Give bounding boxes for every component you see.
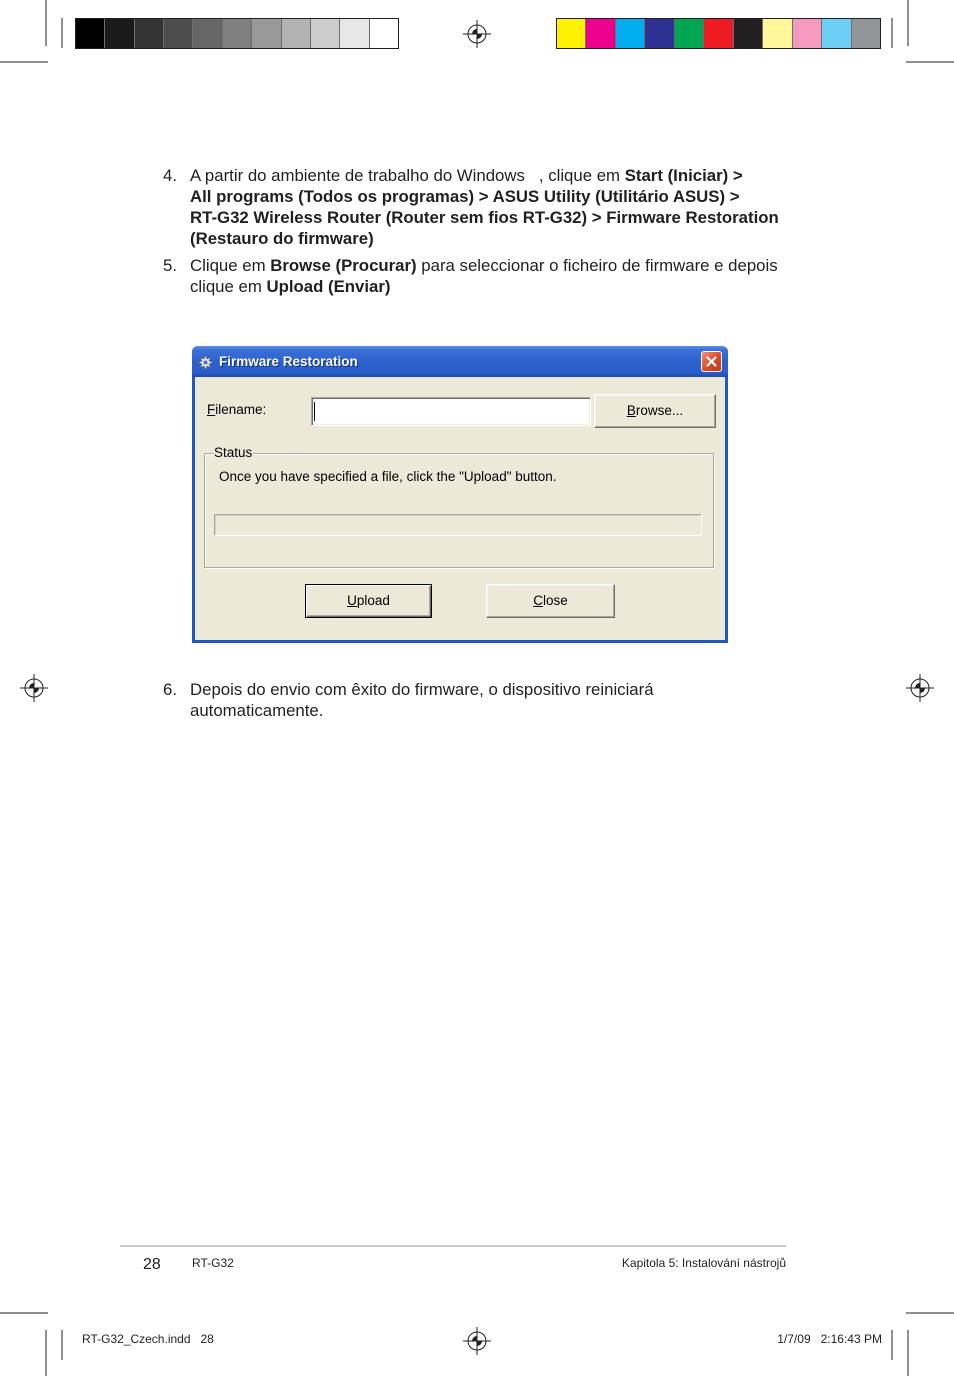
grayscale-swatch — [340, 19, 369, 48]
grayscale-swatch — [223, 19, 252, 48]
menu-path-bold: Start (Iniciar) > — [624, 166, 743, 185]
footer-chapter: Kapitola 5: Instalování nástrojů — [621, 1256, 786, 1270]
color-swatch — [675, 19, 704, 48]
upload-button[interactable] — [305, 584, 432, 618]
grayscale-swatch — [76, 19, 105, 48]
dialog-body — [195, 377, 725, 640]
page-number: 28 — [143, 1256, 161, 1273]
close-button[interactable] — [486, 584, 615, 618]
step-line: automaticamente. — [190, 701, 324, 720]
close-button-label: Close — [533, 593, 568, 608]
color-swatch — [616, 19, 645, 48]
upload-term-bold: Upload (Enviar) — [266, 277, 391, 296]
color-swatch — [734, 19, 763, 48]
step-text-regular: para seleccionar o ficheiro de firmware e depois — [416, 256, 778, 275]
grayscale-swatch — [135, 19, 164, 48]
filename-label: Filename: — [207, 402, 267, 417]
menu-path-bold: (Restauro do firmware) — [190, 229, 374, 248]
grayscale-swatch — [311, 19, 340, 48]
grayscale-swatch — [164, 19, 193, 48]
slug-file: RT-G32_Czech.indd 28 — [82, 1332, 214, 1346]
step-line — [190, 165, 779, 186]
step-number: 5. — [163, 256, 177, 275]
status-group-label: Status — [214, 445, 253, 460]
close-icon — [704, 354, 719, 369]
step-text-regular: clique em — [190, 277, 267, 296]
color-bar — [556, 18, 881, 49]
grayscale-bar — [75, 18, 399, 49]
grayscale-swatch — [370, 19, 398, 48]
color-swatch — [852, 19, 880, 48]
grayscale-swatch — [193, 19, 222, 48]
footer-product: RT-G32 — [192, 1256, 234, 1270]
color-swatch — [793, 19, 822, 48]
firmware-app-icon — [198, 355, 213, 370]
step-line — [190, 255, 778, 276]
dialog-title: Firmware Restoration — [219, 354, 358, 369]
step-text-regular: Clique em — [190, 256, 271, 275]
filename-input[interactable] — [311, 397, 591, 426]
menu-path-bold: All programs (Todos os programas) > ASUS Utility (Utilitário ASUS) > — [190, 187, 740, 206]
step-number: 4. — [163, 166, 177, 185]
grayscale-swatch — [282, 19, 311, 48]
step-line — [190, 276, 778, 297]
text-caret — [314, 402, 315, 421]
firmware-restoration-dialog — [192, 346, 728, 643]
color-swatch — [645, 19, 674, 48]
registration-mark-icon — [463, 20, 491, 48]
color-swatch — [557, 19, 586, 48]
status-message: Once you have specified a file, click the "Upload" button. — [219, 469, 557, 484]
step-text — [190, 679, 654, 721]
color-swatch — [822, 19, 851, 48]
grayscale-swatch — [252, 19, 281, 48]
status-group — [204, 445, 714, 568]
browse-term-bold: Browse (Procurar) — [270, 256, 417, 275]
registration-mark-icon — [20, 674, 48, 702]
upload-progress-bar — [214, 514, 702, 536]
step-text — [190, 255, 778, 297]
step-text — [190, 165, 779, 249]
step-text-regular: A partir do ambiente de trabalho do Windows , clique em — [190, 166, 625, 185]
upload-button-label: Upload — [347, 593, 390, 608]
step-number: 6. — [163, 680, 177, 699]
registration-mark-icon — [906, 674, 934, 702]
browse-button[interactable] — [594, 394, 716, 428]
grayscale-swatch — [105, 19, 134, 48]
color-swatch — [704, 19, 733, 48]
step-line: Depois do envio com êxito do firmware, o dispositivo reiniciará — [190, 680, 654, 699]
color-swatch — [586, 19, 615, 48]
slug-timestamp: 1/7/09 2:16:43 PM — [777, 1332, 882, 1346]
menu-path-bold: RT-G32 Wireless Router (Router sem fios RT-G32) > Firmware Restoration — [190, 208, 779, 227]
close-window-button[interactable] — [701, 351, 722, 372]
color-swatch — [763, 19, 792, 48]
registration-mark-icon — [463, 1327, 491, 1355]
footer-rule — [120, 1245, 786, 1247]
dialog-title-bar[interactable] — [192, 346, 728, 377]
browse-button-label: Browse... — [626, 403, 684, 418]
